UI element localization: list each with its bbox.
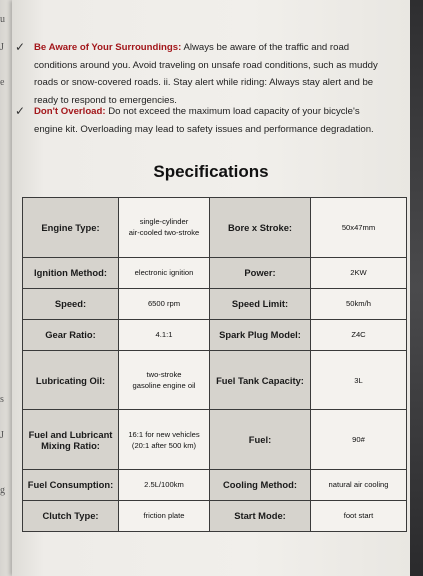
spec-row bbox=[23, 500, 407, 531]
safety-bullet-overload bbox=[15, 103, 389, 138]
spec-row bbox=[23, 288, 407, 319]
spec-value: 90# bbox=[311, 410, 407, 470]
spec-label: Fuel: bbox=[210, 410, 311, 470]
spec-label: Ignition Method: bbox=[23, 257, 119, 288]
spec-label: Power: bbox=[210, 257, 311, 288]
spec-label: Bore x Stroke: bbox=[210, 198, 311, 258]
bullet-keyword: Don't Overload: bbox=[34, 106, 106, 117]
checkmark-icon: ✓ bbox=[15, 40, 26, 54]
side-letter: J bbox=[0, 42, 4, 53]
spec-label: Spark Plug Model: bbox=[210, 319, 311, 350]
spec-value: 2.5L/100km bbox=[119, 469, 210, 500]
safety-bullet-surroundings bbox=[15, 39, 389, 109]
spec-value: friction plate bbox=[119, 500, 210, 531]
side-letter: e bbox=[0, 77, 5, 88]
spec-row bbox=[23, 198, 407, 258]
spec-label: Cooling Method: bbox=[210, 469, 311, 500]
spec-value: 2KW bbox=[311, 257, 407, 288]
spec-row bbox=[23, 257, 407, 288]
side-letter: J bbox=[0, 430, 4, 441]
spec-value: single-cylinder air-cooled two-stroke bbox=[119, 198, 210, 258]
spec-row bbox=[23, 319, 407, 350]
spec-label: Fuel Consumption: bbox=[23, 469, 119, 500]
bullet-keyword: Be Aware of Your Surroundings: bbox=[34, 42, 182, 53]
spec-label: Speed: bbox=[23, 288, 119, 319]
bullet-text: Always be aware of the traffic and road conditions around you. Avoid traveling on unsafe road conditions, such as muddy roads or snow-covered roads. ii. Stay alert while riding: Always stay alert and be ready to respond to emergencies. bbox=[34, 42, 378, 106]
spec-value: Z4C bbox=[311, 319, 407, 350]
spec-label: Fuel Tank Capacity: bbox=[210, 350, 311, 410]
spec-value: foot start bbox=[311, 500, 407, 531]
spec-value: 6500 rpm bbox=[119, 288, 210, 319]
spec-value: 50km/h bbox=[311, 288, 407, 319]
spec-value: 16:1 for new vehicles (20:1 after 500 km) bbox=[119, 410, 210, 470]
spec-value: two-stroke gasoline engine oil bbox=[119, 350, 210, 410]
spec-label: Start Mode: bbox=[210, 500, 311, 531]
spec-label: Fuel and Lubricant Mixing Ratio: bbox=[23, 410, 119, 470]
specifications-heading: Specifications bbox=[153, 162, 269, 181]
background-surface bbox=[410, 0, 423, 576]
specifications-table bbox=[22, 197, 407, 532]
spec-label: Gear Ratio: bbox=[23, 319, 119, 350]
spec-label: Lubricating Oil: bbox=[23, 350, 119, 410]
spec-value: natural air cooling bbox=[311, 469, 407, 500]
spec-value: electronic ignition bbox=[119, 257, 210, 288]
spec-label: Clutch Type: bbox=[23, 500, 119, 531]
bullet-text: Do not exceed the maximum load capacity of your bicycle's engine kit. Overloading may lead to safety issues and performance degradation. bbox=[34, 106, 374, 135]
spec-value: 50x47mm bbox=[311, 198, 407, 258]
manual-page bbox=[12, 0, 410, 576]
spec-value: 4.1:1 bbox=[119, 319, 210, 350]
spec-label: Speed Limit: bbox=[210, 288, 311, 319]
spec-row bbox=[23, 410, 407, 470]
spec-label: Engine Type: bbox=[23, 198, 119, 258]
side-letter: u bbox=[0, 14, 5, 25]
spec-value: 3L bbox=[311, 350, 407, 410]
side-letter: s bbox=[0, 394, 4, 405]
spec-row bbox=[23, 469, 407, 500]
side-letter: g bbox=[0, 485, 5, 496]
spec-row bbox=[23, 350, 407, 410]
checkmark-icon: ✓ bbox=[15, 104, 26, 118]
